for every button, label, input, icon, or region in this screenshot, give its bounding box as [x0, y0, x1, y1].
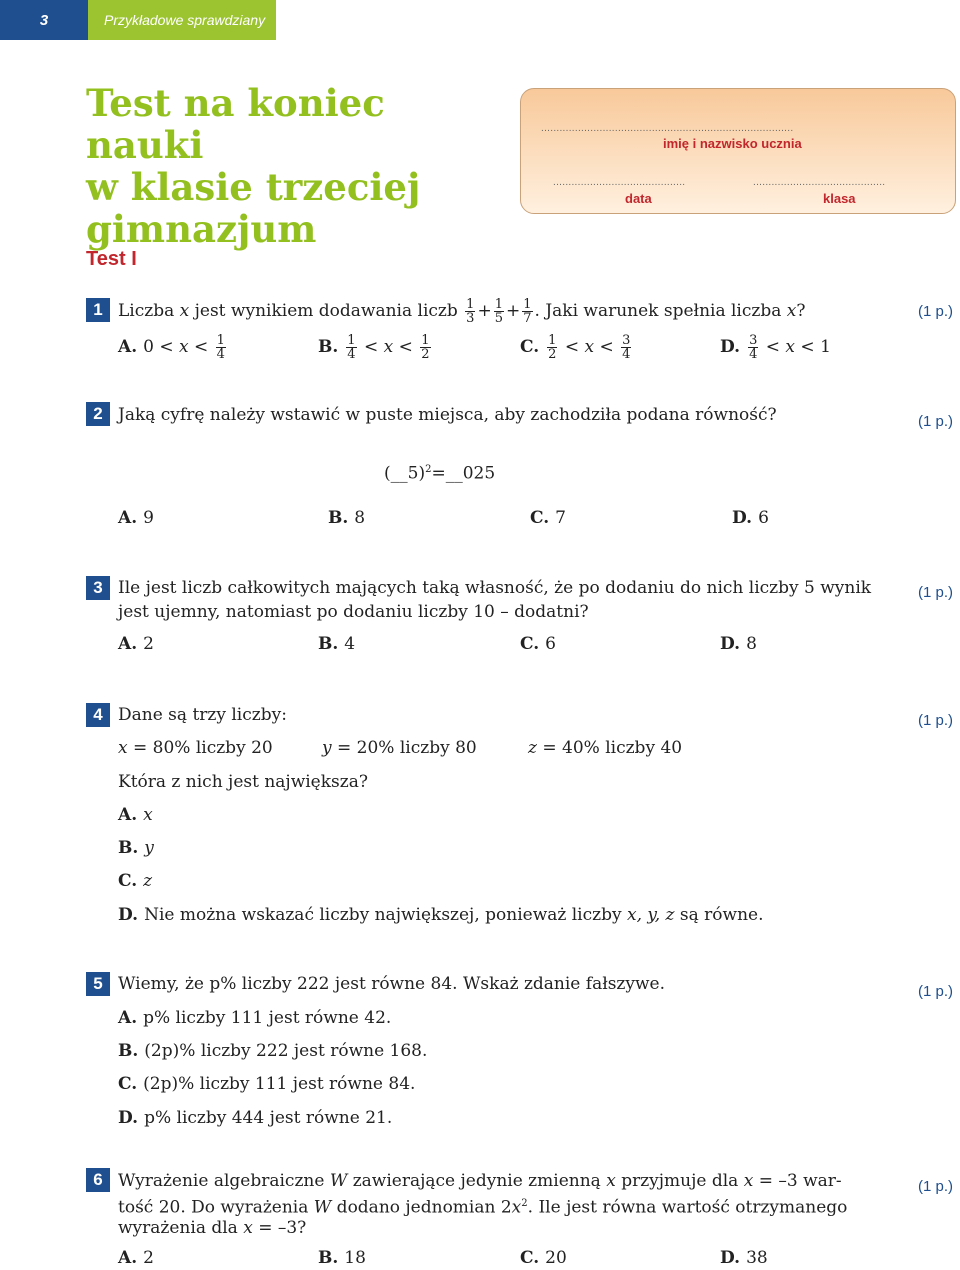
- answer-option[interactable]: C. $\frac{1}{2}$ < x < $\frac{3}{4}$: [520, 333, 631, 362]
- answer-option[interactable]: B. y: [118, 838, 154, 858]
- answer-option[interactable]: B. (2p)% liczby 222 jest równe 168.: [118, 1041, 428, 1061]
- answer-option[interactable]: B. 4: [318, 634, 356, 654]
- points-label: (1 p.): [918, 584, 954, 601]
- page-title: [86, 82, 506, 250]
- title-line-2: w klasie trzeciej: [86, 165, 421, 209]
- answer-option[interactable]: D. $\frac{3}{4}$ < x < 1: [720, 333, 831, 362]
- answer-option[interactable]: D. 8: [720, 634, 757, 654]
- question-text: Ile jest liczb całkowitych mających taką własność, że po dodaniu do nich liczby 5 wynik jest ujemny, natomiast po dodaniu liczby 10 – dodatni?: [118, 578, 872, 622]
- question-text-line-2: tość 20. Do wyrażenia W dodano jednomian $2x^2$. Ile jest równa wartość otrzymanego: [118, 1197, 848, 1218]
- question-subtext: Która z nich jest największa?: [118, 772, 368, 792]
- points-label: (1 p.): [918, 303, 954, 320]
- points-label: (1 p.): [918, 712, 954, 729]
- points-label: (1 p.): [918, 413, 954, 430]
- title-line-3: gimnazjum: [86, 207, 317, 251]
- given-number: z = 40% liczby 40: [528, 738, 683, 758]
- answer-option[interactable]: C. 7: [530, 508, 566, 528]
- question-number: 3: [86, 576, 110, 600]
- answer-option[interactable]: D. 6: [732, 508, 769, 528]
- question-number: 4: [86, 703, 110, 727]
- question-text: Jaką cyfrę należy wstawić w puste miejsca, aby zachodziła podana równość?: [118, 405, 777, 425]
- page-number: 3: [0, 0, 88, 40]
- question-text: Liczba x jest wynikiem dodawania liczb $\frac{1}{3}$ + $\frac{1}{5}$ + $\frac{1}{7}$ . Jaki warunek spełnia liczba x?: [118, 297, 806, 326]
- answer-option[interactable]: C. z: [118, 871, 153, 891]
- answer-option[interactable]: D. p% liczby 444 jest równe 21.: [118, 1108, 393, 1128]
- fraction: $\frac{1}{5}$: [494, 297, 503, 326]
- question-text: Wiemy, że p% liczby 222 jest równe 84. Wskaż zdanie fałszywe.: [118, 974, 666, 994]
- points-label: (1 p.): [918, 983, 954, 1000]
- question-text-line-1: Wyrażenie algebraiczne W zawierające jedynie zmienną x przyjmuje dla x = –3 war-: [118, 1171, 842, 1191]
- date-field-line[interactable]: ...........................................: [553, 177, 686, 188]
- question-number: 1: [86, 298, 110, 322]
- equation: (__5)$^2$=__025: [384, 463, 496, 484]
- answer-option[interactable]: B. $\frac{1}{4}$ < x < $\frac{1}{2}$: [318, 333, 430, 362]
- answer-option[interactable]: D. Nie można wskazać liczby największej, ponieważ liczby x, y, z są równe.: [118, 905, 764, 925]
- question-number: 6: [86, 1168, 110, 1192]
- question-text-line-3: wyrażenia dla x = –3?: [118, 1218, 307, 1238]
- answer-option[interactable]: C. 20: [520, 1248, 567, 1268]
- question-number: 5: [86, 972, 110, 996]
- name-field-line[interactable]: ..................................................................................: [541, 123, 794, 134]
- title-line-1: Test na koniec nauki: [86, 81, 385, 167]
- question-number: 2: [86, 402, 110, 426]
- student-info-box: [520, 88, 956, 214]
- answer-option[interactable]: B. 8: [328, 508, 366, 528]
- answer-option[interactable]: A. 2: [118, 1248, 154, 1268]
- given-number: x = 80% liczby 20: [118, 738, 273, 758]
- answer-option[interactable]: A. p% liczby 111 jest równe 42.: [118, 1008, 392, 1028]
- class-label: klasa: [823, 191, 856, 206]
- name-label: imię i nazwisko ucznia: [663, 136, 802, 151]
- given-number: y = 20% liczby 80: [322, 738, 477, 758]
- section-title: Przykładowe sprawdziany: [88, 0, 276, 40]
- fraction: $\frac{1}{7}$: [523, 297, 532, 326]
- answer-option[interactable]: C. 6: [520, 634, 556, 654]
- fraction: $\frac{1}{3}$: [466, 297, 475, 326]
- points-label: (1 p.): [918, 1178, 954, 1195]
- class-field-line[interactable]: ...........................................: [753, 177, 886, 188]
- date-label: data: [625, 191, 652, 206]
- answer-option[interactable]: D. 38: [720, 1248, 768, 1268]
- answer-option[interactable]: A. 9: [118, 508, 154, 528]
- answer-option[interactable]: A. 2: [118, 634, 154, 654]
- answer-option[interactable]: A. 0 < x < $\frac{1}{4}$: [118, 333, 225, 362]
- answer-option[interactable]: B. 18: [318, 1248, 366, 1268]
- question-text: Dane są trzy liczby:: [118, 705, 287, 725]
- test-label: Test I: [86, 248, 137, 270]
- answer-option[interactable]: A. x: [118, 805, 153, 825]
- answer-option[interactable]: C. (2p)% liczby 111 jest równe 84.: [118, 1074, 416, 1094]
